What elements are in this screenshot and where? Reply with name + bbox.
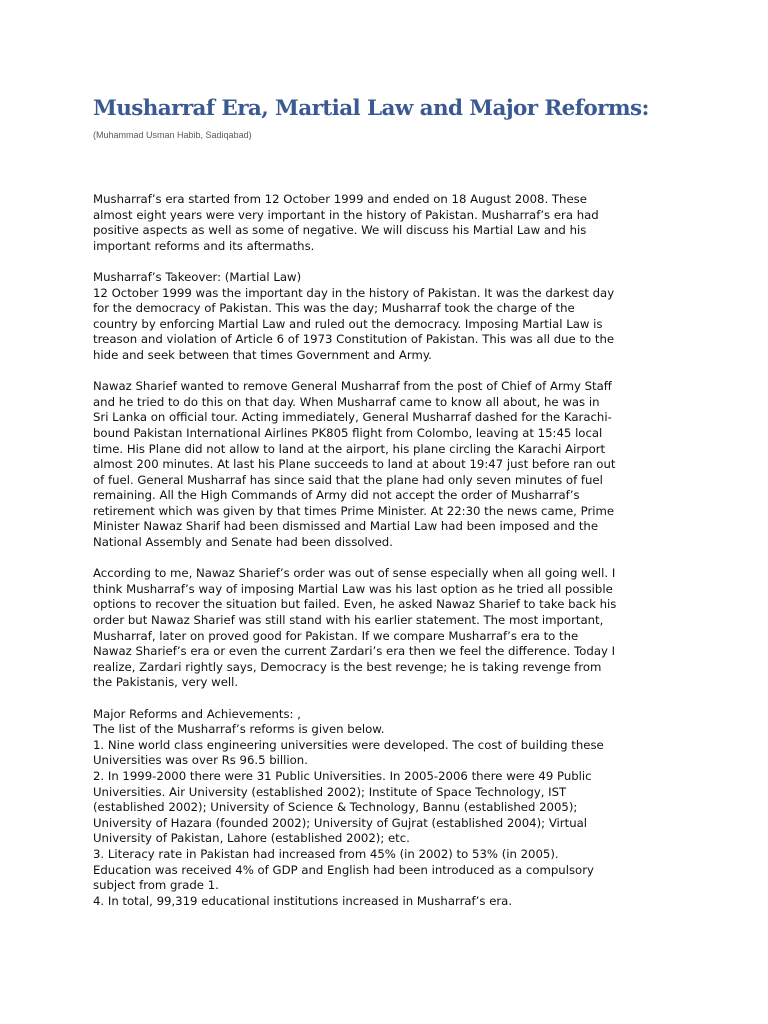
- text-line: important reforms and its aftermaths.: [93, 238, 315, 253]
- text-line: Musharraf’s era started from 12 October 1999 and ended on 18 August 2008. These: [93, 192, 587, 206]
- paragraph-gap: [93, 551, 693, 567]
- text-line: almost 200 minutes. At last his Plane succeeds to land at about 19:47 just before ran out: [93, 457, 616, 472]
- text-line: treason and violation of Article 6 of 1973 Constitution of Pakistan. This was all due to the: [93, 332, 615, 347]
- text-line: (established 2002); University of Science & Technology, Bannu (established 2005);: [93, 800, 578, 815]
- text-line: Nawaz Sharief wanted to remove General Musharraf from the post of Chief of Army Staff: [93, 379, 612, 394]
- author-byline: (Muhammad Usman Habib, Sadiqabad): [93, 130, 252, 140]
- text-line: 12 October 1999 was the important day in the history of Pakistan. It was the darkest day: [93, 285, 615, 300]
- text-line: hide and seek between that times Government and Army.: [93, 347, 432, 362]
- text-line: 3. Literacy rate in Pakistan had increased from 45% (in 2002) to 53% (in 2005).: [93, 846, 559, 861]
- paragraph-4: [93, 566, 693, 691]
- document-body: [93, 192, 693, 909]
- text-line: According to me, Nawaz Sharief’s order was out of sense especially when all going well. I: [93, 566, 616, 581]
- paragraph-2: [93, 270, 693, 364]
- text-line: the Pakistanis, very well.: [93, 675, 239, 690]
- text-line: options to recover the situation but failed. Even, he asked Nawaz Sharief to take back his: [93, 597, 617, 612]
- text-line: order but Nawaz Sharief was still stand with his earlier statement. The most important,: [93, 613, 604, 628]
- text-line: time. His Plane did not allow to land at the airport, his plane circling the Karachi Airport: [93, 441, 606, 456]
- document-title: Musharraf Era, Martial Law and Major Reforms:: [93, 96, 649, 121]
- text-line: positive aspects as well as some of negative. We will discuss his Martial Law and his: [93, 223, 587, 238]
- text-line: National Assembly and Senate had been dissolved.: [93, 535, 393, 550]
- text-line: University of Hazara (founded 2002); University of Gujrat (established 2004); Virtual: [93, 815, 588, 830]
- text-line: bound Pakistan International Airlines PK805 flight from Colombo, leaving at 15:45 local: [93, 425, 603, 440]
- text-line: and he tried to do this on that day. When Musharraf came to know all about, he was in: [93, 394, 600, 409]
- text-line: Musharraf’s Takeover: (Martial Law): [93, 269, 302, 284]
- text-line: for the democracy of Pakistan. This was the day; Musharraf took the charge of the: [93, 301, 575, 316]
- text-line: retirement which was given by that times Prime Minister. At 22:30 the news came, Prime: [93, 503, 615, 518]
- paragraph-gap: [93, 691, 693, 707]
- text-line: Major Reforms and Achievements: ,: [93, 706, 301, 721]
- paragraph-1: [93, 192, 693, 254]
- text-line: country by enforcing Martial Law and ruled out the democracy. Imposing Martial Law is: [93, 316, 603, 331]
- text-line: realize, Zardari rightly says, Democracy is the best revenge; he is taking revenge from: [93, 659, 602, 674]
- text-line: Education was received 4% of GDP and English had been introduced as a compulsory: [93, 862, 594, 877]
- paragraph-5: [93, 707, 693, 910]
- paragraph-gap: [93, 254, 693, 270]
- text-line: Universities was over Rs 96.5 billion.: [93, 753, 308, 768]
- text-line: almost eight years were very important in the history of Pakistan. Musharraf’s era had: [93, 207, 599, 222]
- text-line: Sri Lanka on official tour. Acting immediately, General Musharraf dashed for the Karachi-: [93, 410, 612, 425]
- text-line: University of Pakistan, Lahore (established 2002); etc.: [93, 831, 410, 846]
- text-line: subject from grade 1.: [93, 878, 219, 893]
- paragraph-gap: [93, 364, 693, 380]
- text-line: The list of the Musharraf’s reforms is given below.: [93, 722, 385, 737]
- text-line: 4. In total, 99,319 educational institutions increased in Musharraf’s era.: [93, 893, 513, 908]
- paragraph-3: [93, 379, 693, 551]
- text-line: Universities. Air University (established 2002); Institute of Space Technology, IST: [93, 784, 567, 799]
- text-line: think Musharraf’s way of imposing Martial Law was his last option as he tried all possible: [93, 581, 613, 596]
- text-line: 1. Nine world class engineering universities were developed. The cost of building these: [93, 737, 604, 752]
- text-line: of fuel. General Musharraf has since said that the plane had only seven minutes of fuel: [93, 472, 603, 487]
- text-line: 2. In 1999-2000 there were 31 Public Universities. In 2005-2006 there were 49 Public: [93, 768, 592, 783]
- text-line: remaining. All the High Commands of Army did not accept the order of Musharraf’s: [93, 488, 580, 503]
- text-line: Nawaz Sharief’s era or even the current Zardari’s era then we feel the difference. Today I: [93, 644, 616, 659]
- text-line: Musharraf, later on proved good for Pakistan. If we compare Musharraf’s era to the: [93, 628, 579, 643]
- text-line: Minister Nawaz Sharif had been dismissed and Martial Law had been imposed and the: [93, 519, 599, 534]
